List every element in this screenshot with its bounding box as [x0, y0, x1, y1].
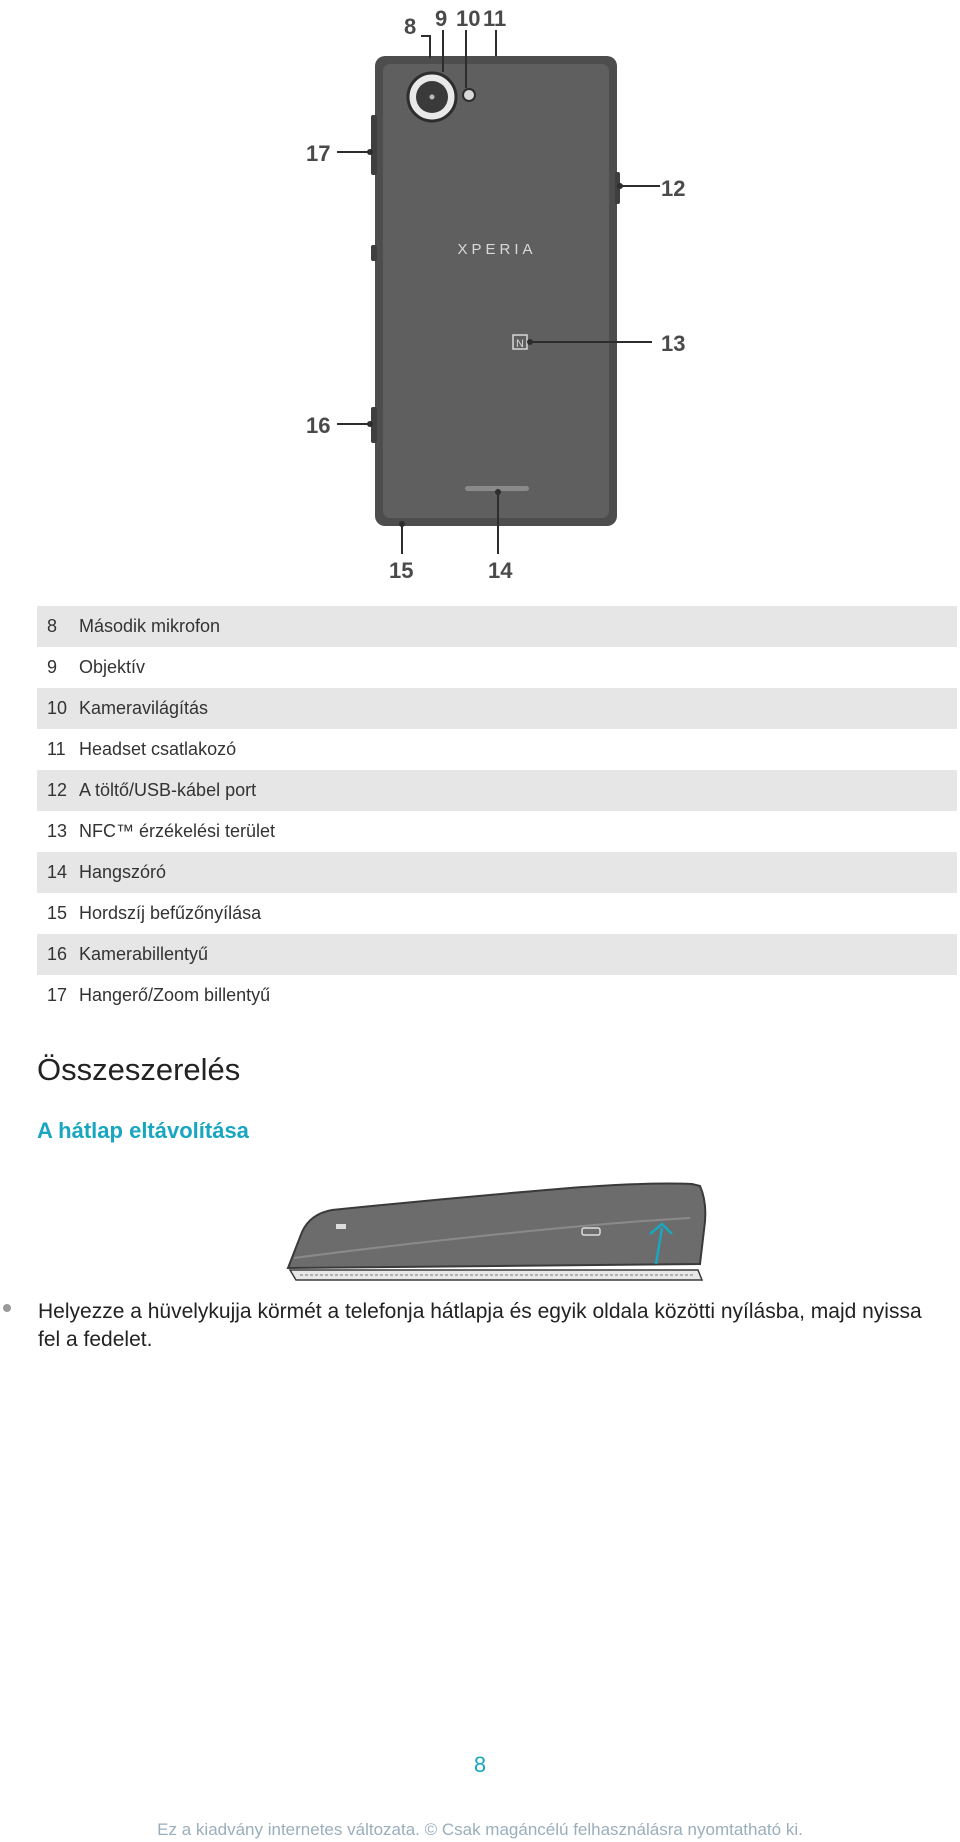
- legend-number: 9: [47, 657, 58, 677]
- callout-13: 13: [661, 331, 686, 356]
- legend-number: 17: [47, 985, 68, 1005]
- volume-zoom-key: [371, 115, 377, 175]
- page-number: 8: [473, 1752, 487, 1777]
- legend-number: 16: [47, 944, 68, 964]
- cover-mark: [336, 1224, 346, 1229]
- parts-legend-table: [37, 606, 957, 1016]
- table-row: [37, 606, 957, 647]
- phone-back-illustration: [0, 0, 960, 590]
- legend-label: Második mikrofon: [79, 616, 221, 636]
- callout-17: 17: [306, 141, 331, 166]
- brand-logo-text: XPERIA: [457, 241, 537, 258]
- back-cover-removal-figure: [280, 1172, 716, 1282]
- legend-number: 13: [47, 821, 68, 841]
- callout-9: 9: [435, 6, 448, 31]
- legend-label: Hangszóró: [79, 862, 167, 882]
- legend-label: NFC™ érzékelési terület: [79, 821, 276, 841]
- camera-lens-center: [430, 95, 435, 100]
- instruction-text: Helyezze a hüvelykujja körmét a telefonja hátlapja és egyik oldala közötti nyílásba, majd nyissa fel a fedelet.: [38, 1300, 922, 1351]
- table-row: [37, 811, 957, 852]
- callout-11: 11: [483, 6, 507, 31]
- legend-label: Hangerő/Zoom billentyű: [79, 985, 271, 1005]
- legend-label: Headset csatlakozó: [79, 739, 237, 759]
- callout-12: 12: [661, 176, 686, 201]
- footer-note: Ez a kiadvány internetes változata. © Csak magáncélú felhasználásra nyomtatható ki.: [157, 1820, 803, 1839]
- legend-number: 15: [47, 903, 68, 923]
- legend-number: 8: [47, 616, 58, 636]
- table-row: [37, 770, 957, 811]
- callout-10: 10: [456, 6, 481, 31]
- nfc-icon-letter: N: [516, 338, 524, 350]
- legend-label: Kameravilágítás: [79, 698, 209, 718]
- table-row: [37, 893, 957, 934]
- section-title: Összeszerelés: [37, 1052, 241, 1087]
- callout-8: 8: [404, 14, 417, 39]
- legend-label: A töltő/USB-kábel port: [79, 780, 257, 800]
- table-row: [37, 688, 957, 729]
- subsection-title: A hátlap eltávolítása: [37, 1118, 249, 1143]
- camera-light: [463, 89, 475, 101]
- table-row: [37, 729, 957, 770]
- legend-number: 10: [47, 698, 68, 718]
- legend-number: 11: [47, 739, 66, 759]
- table-row: [37, 852, 957, 893]
- table-row: [37, 934, 957, 975]
- legend-label: Objektív: [79, 657, 146, 677]
- callout-14: 14: [488, 558, 513, 583]
- power-key: [371, 245, 377, 261]
- bullet-icon: [3, 1304, 11, 1312]
- callout-16: 16: [306, 413, 331, 438]
- phone-back-figure: [0, 0, 960, 590]
- phone-back-panel: [383, 64, 609, 518]
- legend-label: Hordszíj befűzőnyílása: [79, 903, 262, 923]
- legend-label: Kamerabillentyű: [79, 944, 209, 964]
- table-row: [37, 975, 957, 1016]
- table-row: [37, 647, 957, 688]
- callout-15: 15: [389, 558, 414, 583]
- back-cover: [288, 1184, 705, 1269]
- back-cover-removal-illustration: [280, 1172, 716, 1282]
- legend-number: 12: [47, 780, 68, 800]
- legend-number: 14: [47, 862, 68, 882]
